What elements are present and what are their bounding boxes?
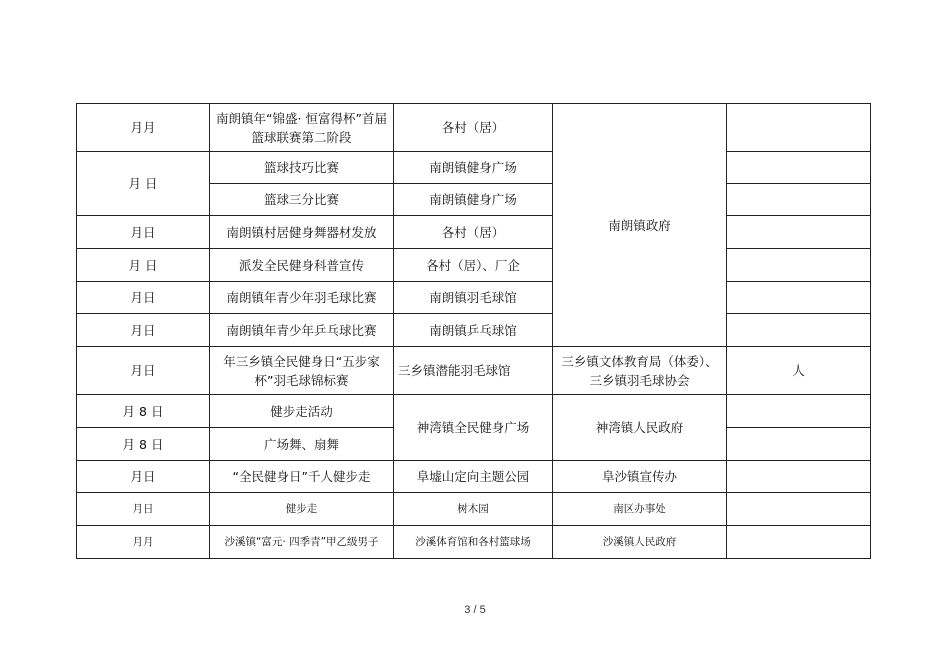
venue-cell: 三乡镇潜能羽毛球馆	[394, 347, 553, 395]
event-cell: 健步走活动	[210, 395, 394, 428]
extra-cell	[727, 493, 871, 526]
date-cell: 月日	[77, 347, 210, 395]
table-row	[77, 104, 871, 152]
extra-cell	[727, 104, 871, 152]
date-cell: 月 日	[77, 249, 210, 282]
organizer-cell: 阜沙镇宣传办	[553, 461, 727, 493]
venue-cell: 各村（居）	[394, 104, 553, 152]
event-cell: 南朗镇年青少年羽毛球比赛	[210, 282, 394, 314]
venue-cell: 南朗镇健身广场	[394, 184, 553, 216]
event-cell: 南朗镇年“锦盛· 恒富得杯”首届篮球联赛第二阶段	[210, 104, 394, 152]
extra-cell	[727, 184, 871, 216]
event-cell: 年三乡镇全民健身日“五步家杯”羽毛球锦标赛	[210, 347, 394, 395]
table-row	[77, 395, 871, 428]
extra-cell	[727, 428, 871, 461]
venue-cell: 各村（居）、厂企	[394, 249, 553, 282]
extra-cell	[727, 461, 871, 493]
extra-cell	[727, 152, 871, 184]
table-row	[77, 493, 871, 526]
extra-cell	[727, 282, 871, 314]
extra-cell	[727, 526, 871, 559]
extra-cell	[727, 216, 871, 249]
event-cell: 南朗镇村居健身舞器材发放	[210, 216, 394, 249]
extra-cell	[727, 314, 871, 347]
event-cell: 南朗镇年青少年乒乓球比赛	[210, 314, 394, 347]
date-cell: 月 日	[77, 152, 210, 216]
venue-cell: 阜墟山定向主题公园	[394, 461, 553, 493]
page-number: 3 / 5	[464, 604, 486, 616]
date-cell: 月日	[77, 314, 210, 347]
venue-cell: 南朗镇健身广场	[394, 152, 553, 184]
event-schedule-table	[76, 103, 871, 559]
date-cell: 月日	[77, 461, 210, 493]
venue-cell: 神湾镇全民健身广场	[394, 395, 553, 461]
event-cell: “全民健身日”千人健步走	[210, 461, 394, 493]
date-cell: 月日	[77, 282, 210, 314]
venue-cell: 各村（居）	[394, 216, 553, 249]
table-row	[77, 249, 871, 282]
date-cell: 月 8 日	[77, 395, 210, 428]
organizer-cell: 神湾镇人民政府	[553, 395, 727, 461]
date-cell: 月 8 日	[77, 428, 210, 461]
date-cell: 月月	[77, 526, 210, 559]
table-row	[77, 461, 871, 493]
extra-cell	[727, 249, 871, 282]
extra-cell	[727, 395, 871, 428]
venue-cell: 南朗镇乒乓球馆	[394, 314, 553, 347]
venue-cell: 沙溪体育馆和各村篮球场	[394, 526, 553, 559]
extra-cell: 人	[727, 347, 871, 395]
date-cell: 月日	[77, 493, 210, 526]
venue-cell: 树木园	[394, 493, 553, 526]
event-cell: 篮球技巧比赛	[210, 152, 394, 184]
event-cell: 健步走	[210, 493, 394, 526]
organizer-cell: 南区办事处	[553, 493, 727, 526]
table-row	[77, 152, 871, 184]
event-cell: 沙溪镇“富元· 四季青”甲乙级男子	[210, 526, 394, 559]
date-cell: 月月	[77, 104, 210, 152]
event-cell: 派发全民健身科普宣传	[210, 249, 394, 282]
table-row	[77, 347, 871, 395]
date-cell: 月日	[77, 216, 210, 249]
organizer-cell: 三乡镇文体教育局（体委）、三乡镇羽毛球协会	[553, 347, 727, 395]
event-cell: 篮球三分比赛	[210, 184, 394, 216]
table-row	[77, 526, 871, 559]
table-row	[77, 282, 871, 314]
table-row	[77, 314, 871, 347]
table-row	[77, 216, 871, 249]
organizer-cell: 沙溪镇人民政府	[553, 526, 727, 559]
event-cell: 广场舞、扇舞	[210, 428, 394, 461]
organizer-cell: 南朗镇政府	[553, 104, 727, 347]
venue-cell: 南朗镇羽毛球馆	[394, 282, 553, 314]
